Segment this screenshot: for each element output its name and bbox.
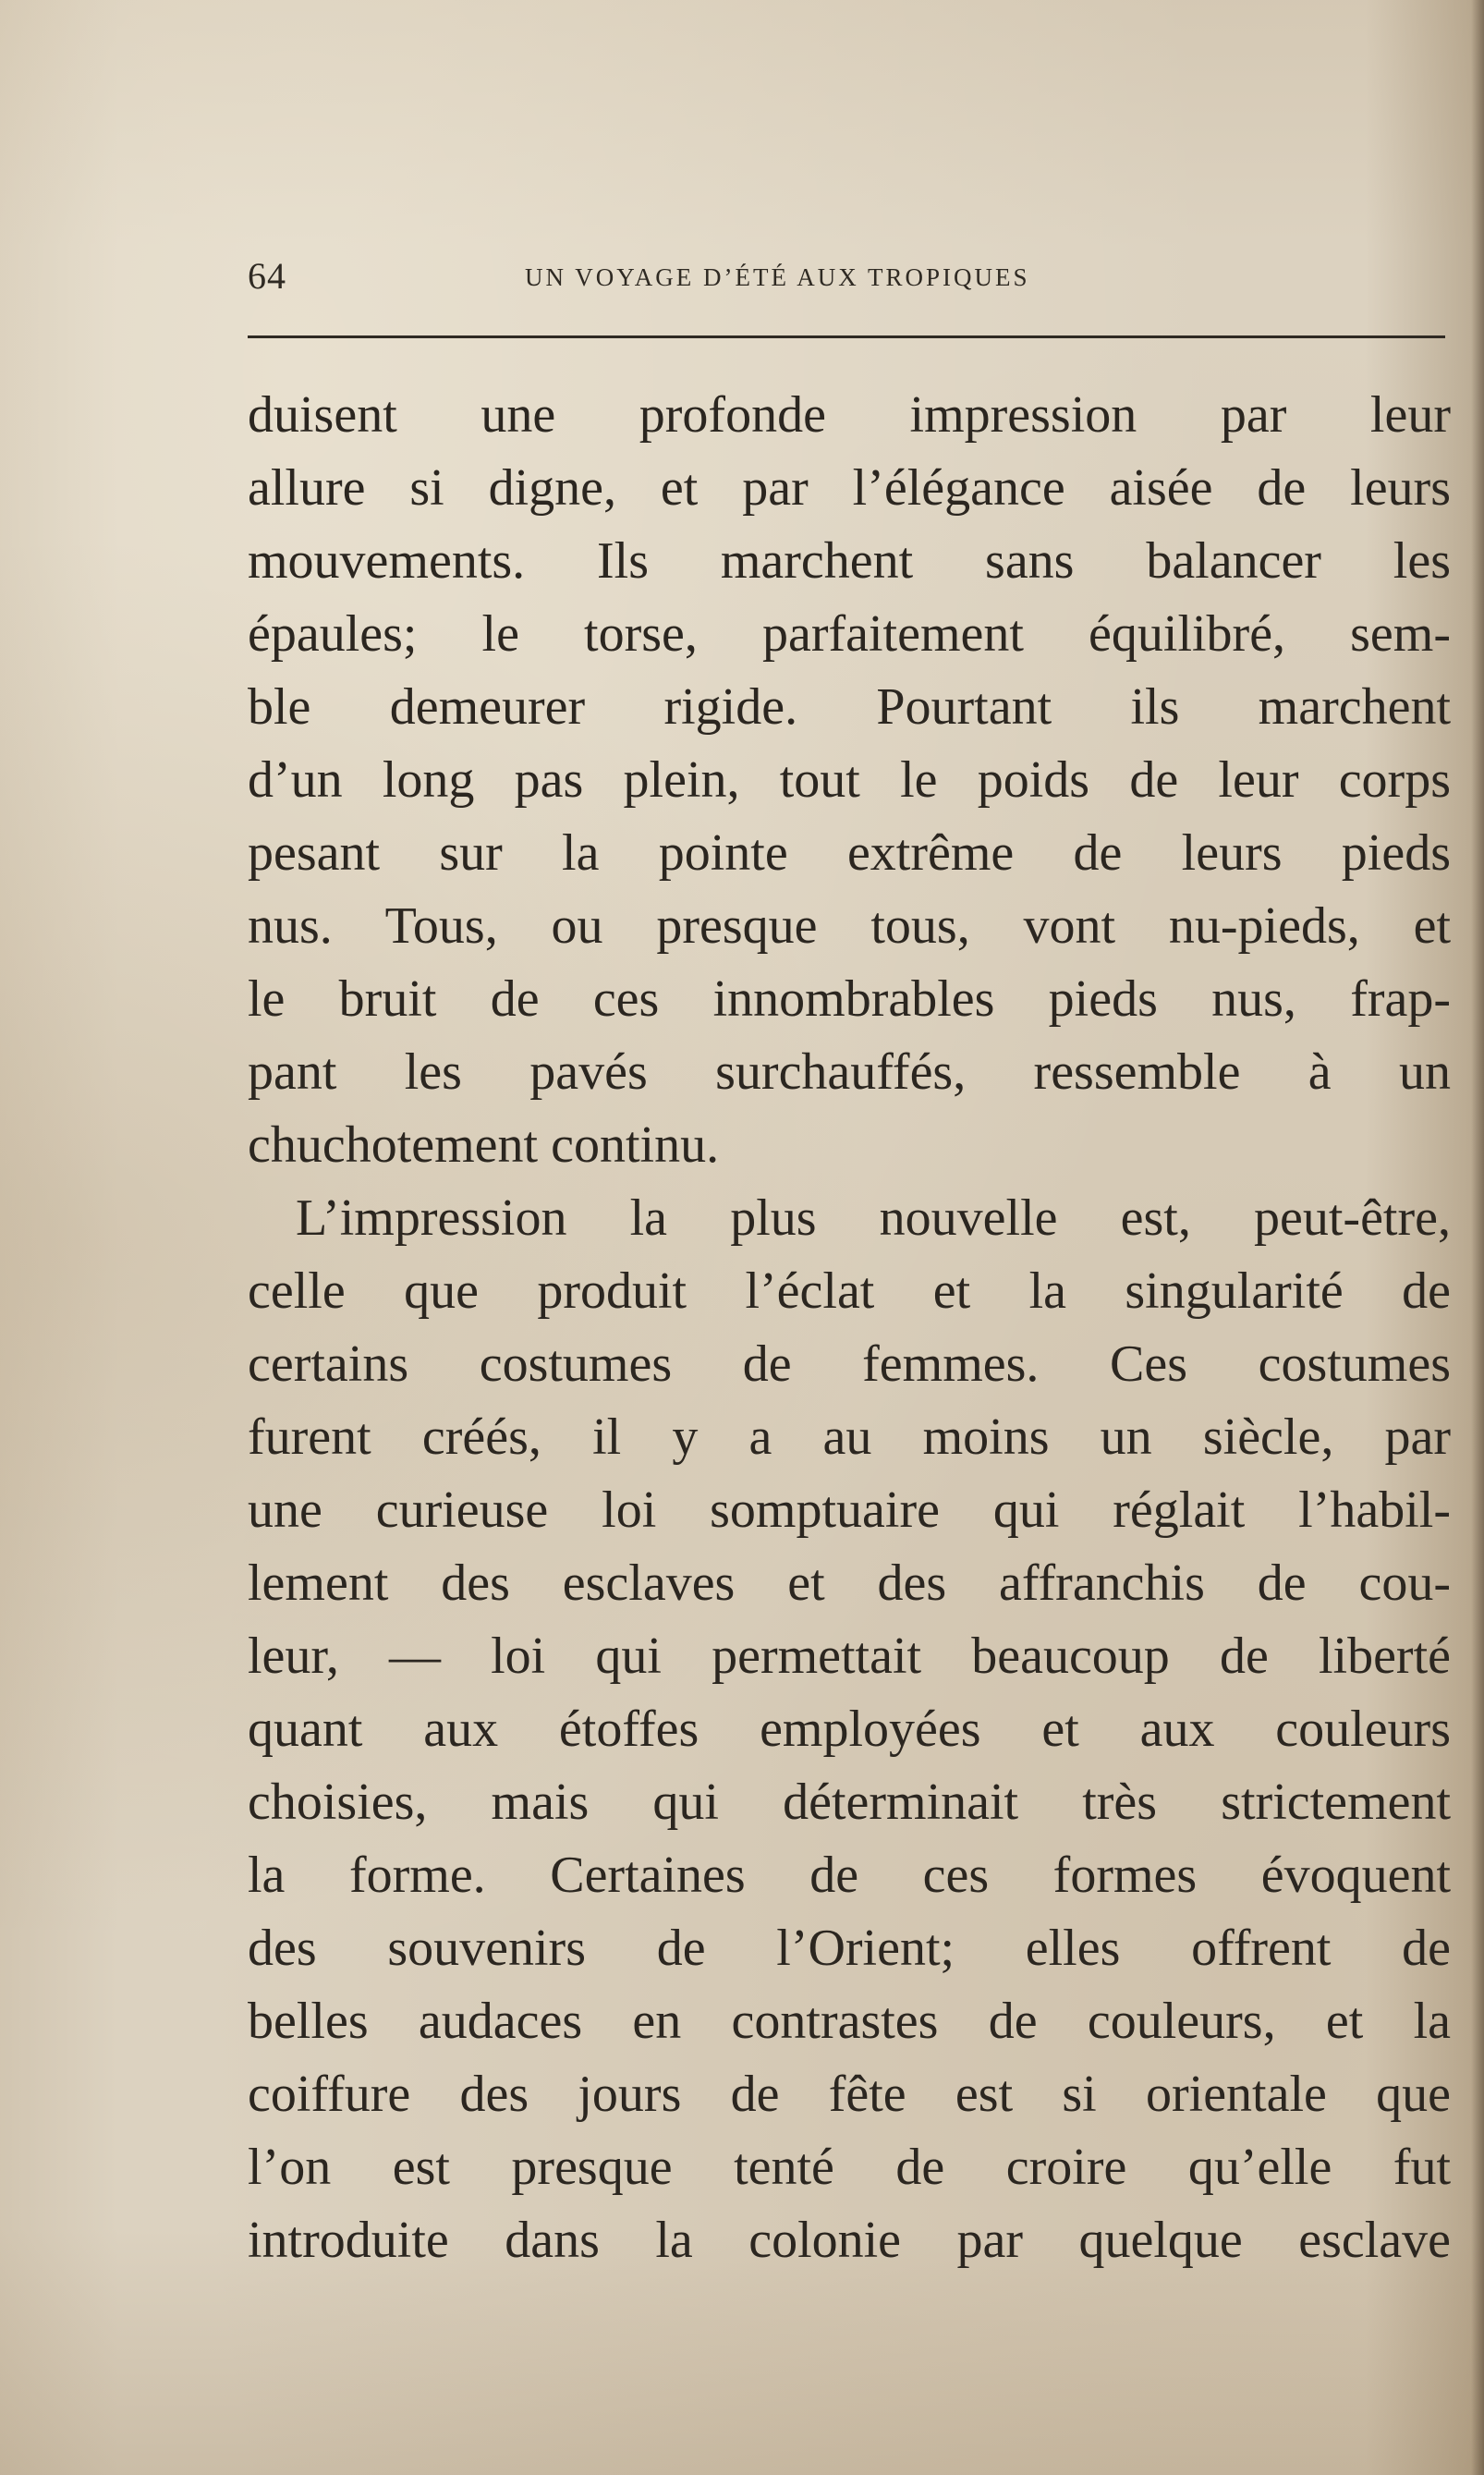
text-line: L’impression la plus nouvelle est, peut-être, bbox=[296, 1189, 1451, 1247]
text-line: pesant sur la pointe extrême de leurs pieds bbox=[248, 824, 1451, 882]
text-line: celle que produit l’éclat et la singularité de bbox=[248, 1262, 1451, 1320]
text-line: duisent une profonde impression par leur bbox=[248, 386, 1451, 444]
text-line: choisies, mais qui déterminait très strictement bbox=[248, 1774, 1451, 1831]
text-line: mouvements. Ils marchent sans balancer les bbox=[248, 532, 1451, 590]
text-line: certains costumes de femmes. Ces costumes bbox=[248, 1335, 1451, 1393]
page-edge-shadow bbox=[1471, 0, 1484, 2475]
paragraph-1 bbox=[248, 379, 1451, 1182]
text-line: pant les pavés surchauffés, ressemble à un bbox=[248, 1043, 1451, 1101]
text-line: le bruit de ces innombrables pieds nus, frap- bbox=[248, 970, 1451, 1028]
text-line: leur, — loi qui permettait beaucoup de liberté bbox=[248, 1628, 1451, 1685]
paragraph-2 bbox=[248, 1182, 1451, 2277]
text-line: belles audaces en contrastes de couleurs, et la bbox=[248, 1993, 1451, 2050]
header-rule bbox=[248, 335, 1445, 338]
text-line: quant aux étoffes employées et aux couleurs bbox=[248, 1701, 1451, 1758]
text-line: la forme. Certaines de ces formes évoquent bbox=[248, 1847, 1451, 1904]
text-line: des souvenirs de l’Orient; elles offrent de bbox=[248, 1920, 1451, 1977]
text-line: chuchotement continu. bbox=[248, 1116, 720, 1174]
running-title: UN VOYAGE D’ÉTÉ AUX TROPIQUES bbox=[525, 263, 1030, 291]
text-line: nus. Tous, ou presque tous, vont nu-pieds, et bbox=[248, 897, 1451, 955]
text-line: lement des esclaves et des affranchis de cou- bbox=[248, 1554, 1451, 1612]
text-line: introduite dans la colonie par quelque esclave bbox=[248, 2212, 1451, 2269]
text-line: d’un long pas plein, tout le poids de leur corps bbox=[248, 751, 1451, 809]
text-line: furent créés, il y a au moins un siècle, par bbox=[248, 1408, 1451, 1466]
text-line: l’on est presque tenté de croire qu’elle fut bbox=[248, 2139, 1451, 2196]
text-line: une curieuse loi somptuaire qui réglait l’habil- bbox=[248, 1481, 1451, 1539]
text-line: ble demeurer rigide. Pourtant ils marchent bbox=[248, 678, 1451, 736]
text-line: coiffure des jours de fête est si orientale que bbox=[248, 2066, 1451, 2123]
body-text bbox=[248, 379, 1451, 2277]
running-head bbox=[248, 254, 1451, 300]
page-number: 64 bbox=[248, 255, 286, 297]
text-line: allure si digne, et par l’élégance aisée de leurs bbox=[248, 459, 1451, 517]
text-line: épaules; le torse, parfaitement équilibré, sem- bbox=[248, 605, 1451, 663]
